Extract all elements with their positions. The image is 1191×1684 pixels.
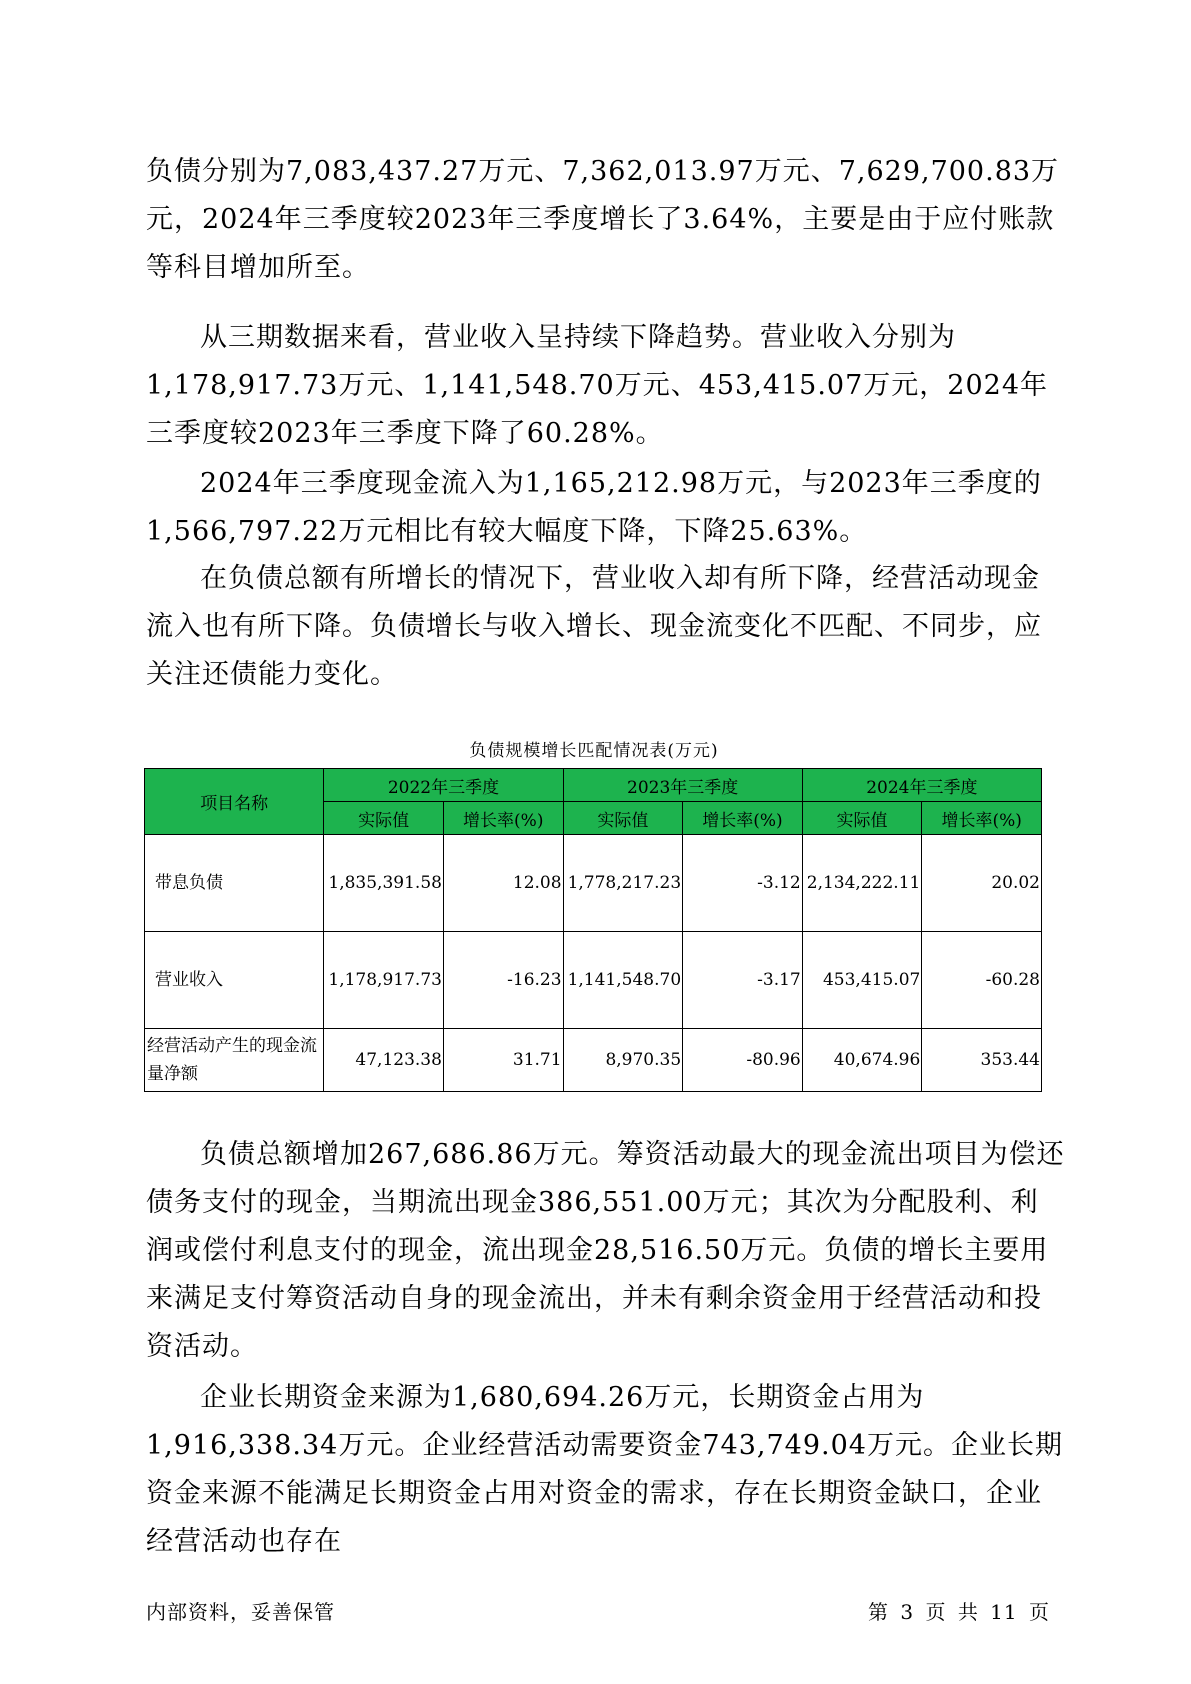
cell-actual: 453,415.07 <box>802 932 922 1029</box>
cell-growth: 31.71 <box>443 1029 563 1092</box>
cell-actual: 1,141,548.70 <box>563 932 683 1029</box>
table-row <box>145 835 1042 932</box>
header-period-2023: 2023年三季度 <box>563 769 802 802</box>
cell-growth: 12.08 <box>443 835 563 932</box>
cell-growth: 353.44 <box>922 1029 1042 1092</box>
header-period-2022: 2022年三季度 <box>324 769 563 802</box>
paragraph-liabilities: 负债分别为7,083,437.27万元、7,362,013.97万元、7,629,700.83万元，2024年三季度较2023年三季度增长了3.64%，主要是由于应付账款等科目增加所至。 <box>146 156 1060 283</box>
paragraph-long-term-funds: 企业长期资金来源为1,680,694.26万元，长期资金占用为1,916,338.34万元。企业经营活动需要资金743,749.04万元。企业长期资金来源不能满足长期资金占用对资金的需求，存在长期资金缺口，企业经营活动也存在 <box>146 1382 1063 1557</box>
table-caption: 负债规模增长匹配情况表(万元) <box>469 741 719 761</box>
row-label: 经营活动产生的现金流量净额 <box>145 1029 324 1092</box>
header-actual: 实际值 <box>802 802 922 835</box>
row-label: 营业收入 <box>145 932 324 1029</box>
header-growth: 增长率(%) <box>922 802 1042 835</box>
header-actual: 实际值 <box>324 802 444 835</box>
cell-actual: 1,835,391.58 <box>324 835 444 932</box>
header-growth: 增长率(%) <box>683 802 803 835</box>
paragraph-cash-inflow: 2024年三季度现金流入为1,165,212.98万元，与2023年三季度的1,566,797.22万元相比有较大幅度下降，下降25.63%。 <box>146 468 1042 547</box>
header-period-2024: 2024年三季度 <box>802 769 1041 802</box>
debt-match-table <box>144 768 1042 1092</box>
cell-actual: 47,123.38 <box>324 1029 444 1092</box>
cell-actual: 2,134,222.11 <box>802 835 922 932</box>
header-actual: 实际值 <box>563 802 683 835</box>
paragraph-mismatch: 在负债总额有所增长的情况下，营业收入却有所下降，经营活动现金流入也有所下降。负债增长与收入增长、现金流变化不匹配、不同步，应关注还债能力变化。 <box>146 563 1042 690</box>
paragraph-revenue: 从三期数据来看，营业收入呈持续下降趋势。营业收入分别为1,178,917.73万元、1,141,548.70万元、453,415.07万元，2024年三季度较2023年三季度下降了60.28%。 <box>146 322 1049 449</box>
footer-page-number: 第 3 页 共 11 页 <box>868 1600 1050 1624</box>
cell-growth: -3.12 <box>683 835 803 932</box>
table-header-row <box>145 769 1042 802</box>
cell-growth: -80.96 <box>683 1029 803 1092</box>
cell-actual: 1,778,217.23 <box>563 835 683 932</box>
cell-growth: 20.02 <box>922 835 1042 932</box>
cell-growth: -16.23 <box>443 932 563 1029</box>
header-growth: 增长率(%) <box>443 802 563 835</box>
cell-growth: -3.17 <box>683 932 803 1029</box>
table-row <box>145 1029 1042 1092</box>
header-item-name: 项目名称 <box>145 769 324 835</box>
footer-confidential: 内部资料，妥善保管 <box>146 1600 335 1624</box>
paragraph-financing: 负债总额增加267,686.86万元。筹资活动最大的现金流出项目为偿还债务支付的现金，当期流出现金386,551.00万元；其次为分配股利、利润或偿付利息支付的现金，流出现金28,516.50万元。负债的增长主要用来满足支付筹资活动自身的现金流出，并未有剩余资金用于经营活动和投资活动。 <box>146 1139 1065 1362</box>
row-label: 带息负债 <box>145 835 324 932</box>
cell-growth: -60.28 <box>922 932 1042 1029</box>
cell-actual: 40,674.96 <box>802 1029 922 1092</box>
table-row <box>145 932 1042 1029</box>
cell-actual: 1,178,917.73 <box>324 932 444 1029</box>
cell-actual: 8,970.35 <box>563 1029 683 1092</box>
